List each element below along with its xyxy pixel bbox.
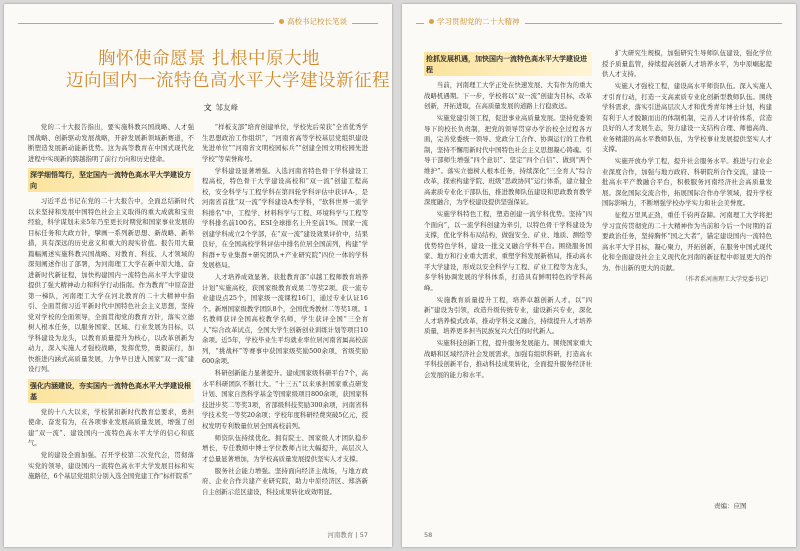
left-column-1 bbox=[28, 122, 194, 524]
paragraph: 实施科技创新工程，提升服务发展能力。围绕国家重大战略和区域经济社会发展需求，加强有组织科研，打造高水平科技创新平台，推动科技成果转化，全面提升服务经济社会发展的能力和水平。 bbox=[424, 339, 592, 379]
section-heading-1: 深学细悟笃行，坚定国内一流特色高水平大学建设方向 bbox=[28, 168, 194, 192]
right-column-2 bbox=[602, 48, 772, 488]
tag-dot-icon bbox=[279, 19, 284, 24]
paragraph: 学科建设显著增强。入选河南省特色骨干学科建设工程高校，特色骨干大学建设高校和“双一流”创建工程高校，安全科学与工程学科在第四轮学科评估中获评A-，是河南省首批“双一流”学科建设A类学科，“软科世界一流学科排名”中，工程学、材料科学与工程、环境科学与工程等学科排名前100名。ESI全球排名上升至前1%。国家一流创建学科成立2个学部，在“双一流”建设效果评价中，结果良好，在全国高校学科评估中排名位居全国前列，构建“学科群+专业集群+研究团队+产业研究院”四位一体的学科发展格局。 bbox=[202, 166, 368, 269]
tag-dot-icon bbox=[429, 19, 434, 24]
paragraph: “样板支部”培育创建单位，学校先后荣获“全省优秀学生思想政治工作组织”，“河南省高等学校基层党组织建设先进单位”“河南省文明校园标兵”“创建全国文明校园先进学校”等荣誉称号。 bbox=[202, 123, 368, 163]
right-page bbox=[402, 4, 796, 547]
left-page bbox=[4, 4, 392, 547]
intro-paragraph: 党的二十大报告指出，要实施科教兴国战略、人才强国战略、创新驱动发展战略，开辟发展新领域新赛道，不断塑造发展新动能新优势。这为高等教育在中国式现代化进程中实现新的跨越指明了前行方向和历史使命。 bbox=[28, 123, 194, 163]
title-line-1: 胸怀使命愿景 扎根中原大地 bbox=[97, 49, 321, 69]
article-title bbox=[66, 48, 390, 92]
paragraph: 当前，河南理工大学正处在快速发展、大有作为的重大战略机遇期。下一步，学校将以“双一流”创建为目标，改革创新，开拓进取，在高质量发展的道路上行稳致远。 bbox=[424, 81, 592, 110]
paragraph: 人才培养成效显著。获批教育部“卓越工程师教育培养计划”实施高校，获国家级教育成果二等奖2项。获一流专业建设点25个，国家级一流课程16门，通过专业认证16个。新增国家级教学团队8个，全国优秀教材二等奖1项。1名教师获评全国高校教学名师，学生获评全国“三全育人”综合改革试点，全国大学生创新创业训练计划等项目10余项。近5年，学校毕业生平均就业率位居河南省属高校前列，“挑战杯”等赛事中获国家级奖励500余项，省级奖励600余项。 bbox=[202, 273, 368, 365]
paragraph: 实施党建引领工程，促进事业高质量发展。坚持党委领导下的校长负责制，把党的领导贯穿办学治校全过程各方面，完善党委统一领导、党政分工合作、协调运行的工作机制，坚持不懈用新时代中国特色社会主义思想凝心铸魂。引导干部师生增强“四个意识”、坚定“四个自信”、做到“两个维护”。落实立德树人根本任务，持续深化“三全育人”综合改革，探索构建学院、班级“思政协同”运行体系，建立健全高素质专业化干部队伍，推进教师队伍建设和思政教育教学深度融合，为学校建设提供坚强保证。 bbox=[424, 114, 592, 206]
paragraph: 实施学科特色工程，塑造创建一流学科优势。坚持“四个面向”，以一流学科创建为牵引，以特色骨干学科建设为支撑，优化学科布局结构，做强安全、矿业、地质、测绘等优势特色学科，建设一批交叉融合学科平台。围绕服务国家、地方和行业重大需求，重塑学科发展新格局，推动高水平大学建设，形成以安全科学与工程、矿业工程等为龙头，多学科协调发展的学科体系，打造具有鲜明特色的学科高峰。 bbox=[424, 210, 592, 292]
editor-credit: 责编：应图 bbox=[714, 502, 747, 510]
paragraph: 扩大研究生规模，加强研究生导师队伍建设，强化学位授予质量监管，持续提高创新人才培养水平，为中原崛起提供人才支持。 bbox=[602, 49, 772, 78]
paragraph: 习近平总书记在党的二十大报告中，全面总结新时代以来坚持和发展中国特色社会主义取得的重大成就和宝贵经验，科学谋划未来5年乃至更长时期党和国家事业发展的目标任务和大政方针，擘画一系列新思想、新战略、新举措，具有深远的历史意义和重大的现实价值。报告用大量篇幅阐述实施科教兴国战略、对教育、科技、人才领域的深刻阐述作出了部署，为河南理工大学在新中原大地、奋进新时代新征程，加快构建国内一流特色高水平大学建设提供了强大精神动力和科学行动指南。作为教育“中原奋进第一梯队，河南理工大学在河北教育的二十大精神中指引、全面贯彻习近平新时代中国特色社会主义思想，坚持党对学校的全面领导，全面贯彻党的教育方针，落实立德树人根本任务，以服务国家、区域、行业发展为目标，以学科建设为龙头，以教育质量提升为核心，以改革创新为动力，深入实施人才强校战略，发挥优势，勇毅前行，加快推进内涵式高质量发展，力争早日进入国家“双一流”建设行列。 bbox=[28, 197, 194, 373]
right-column-1 bbox=[424, 48, 592, 524]
section-tag bbox=[274, 16, 352, 27]
page-number: 58 bbox=[424, 531, 433, 539]
paragraph: 科研创新能力显著提升。建成国家级科研平台7个，高水平科研团队不断壮大。“十三五”以来承担国家重点研发计划、国家自然科学基金等国家级项目800余项，获国家科技进步奖二等奖3项，省部级科技奖励300余项，河南省科学技术奖一等奖20余项；学校年度科研经费突破5亿元，授权发明专利数量位居全国高校前列。 bbox=[202, 369, 368, 430]
section-heading-2: 强化内涵建设，夯实国内一流特色高水平大学建设根基 bbox=[28, 379, 194, 403]
paragraph: 党的建设全面加强。召开学校第二次党代会，贯彻落实党的领导，建设国内一流特色高水平大学发展目标和实施路径，6个基层党组织分别入选全国党建工作“标杆院系” bbox=[28, 451, 194, 480]
paragraph: 实施开放办学工程，提升社会服务水平。推进与行业企业深度合作，加强与地方政府、科研院所合作交流，建设一批高水平产教融合平台，积极服务河南经济社会高质量发展。深化国际交流合作，拓展国际合作办学领域，提升学校国际影响力，不断增强学校办学实力和社会美誉度。 bbox=[602, 157, 772, 207]
title-line-2: 迈向国内一流特色高水平大学建设新征程 bbox=[66, 71, 390, 91]
page-number: 河南教育 | 57 bbox=[327, 531, 368, 539]
section-tag-text: 学习贯彻党的二十大精神 bbox=[437, 17, 520, 26]
author-name: 邹友峰 bbox=[215, 103, 238, 112]
author-line bbox=[204, 102, 238, 113]
paragraph: 师资队伍持续优化。拥有院士、国家级人才团队稳步增长，专任教师中博士学位教师占比大幅提升，高层次人才总量显著增加，为学校高质量发展提供坚实人才支撑。 bbox=[202, 433, 368, 463]
paragraph: 实施教育质量提升工程，培养卓越创新人才。以“四新”建设为引领，改造升级传统专业，建设新兴专业，深化人才培养模式改革，推动学科交叉融合，持续提升人才培养质量，培养更多担当民族复兴大任的时代新人。 bbox=[424, 295, 592, 335]
section-heading-3: 抢抓发展机遇，加快国内一流特色高水平大学建设进程 bbox=[424, 52, 592, 76]
paragraph: 党的十八大以来，学校紧扣新时代教育总要求，勇担使命、奋发有为，在各项事业发展高质量发展，增强了创建“双一流”、建设国内一流特色高水平大学的信心和底气。 bbox=[28, 407, 194, 447]
paragraph: 实施人才强校工程，建设高水平师资队伍。深入实施人才引育行动，打造一支高素质专业化创新型教师队伍。围绕学科需求，落实引进高层次人才和优秀青年博士计划，构建有利于人才脱颖而出的体制机制，完善人才评价体系，营造良好的人才发展生态，努力建设一支结构合理、师德高尚、业务精湛的高水平教师队伍，为学校事业发展提供坚实人才支撑。 bbox=[602, 82, 772, 153]
paragraph: 征程万里风正劲，重任千钧再奋蹄。河南理工大学将把学习宣传贯彻党的二十大精神作为当前和今后一个时期的首要政治任务，坚持胸怀“国之大者”，锚定建设国内一流特色高水平大学目标，凝心聚力，开拓创新，在服务中国式现代化和全面建设社会主义现代化河南的新征程中彰显更大的作为、作出新的更大的贡献。 bbox=[602, 211, 772, 272]
section-tag bbox=[424, 16, 525, 27]
author-note: （作者系河南理工大学党委书记） bbox=[681, 275, 772, 283]
author-label: 文 bbox=[204, 103, 212, 112]
left-column-2 bbox=[202, 122, 368, 524]
section-tag-text: 高校书记校长笔谈 bbox=[287, 17, 347, 26]
paragraph: 服务社会能力增强。坚持面向经济主战场，与地方政府、企业合作共建产业研究院，助力中原经济区、郑洛新自主创新示范区建设，科技成果转化成效明显。 bbox=[202, 466, 368, 496]
